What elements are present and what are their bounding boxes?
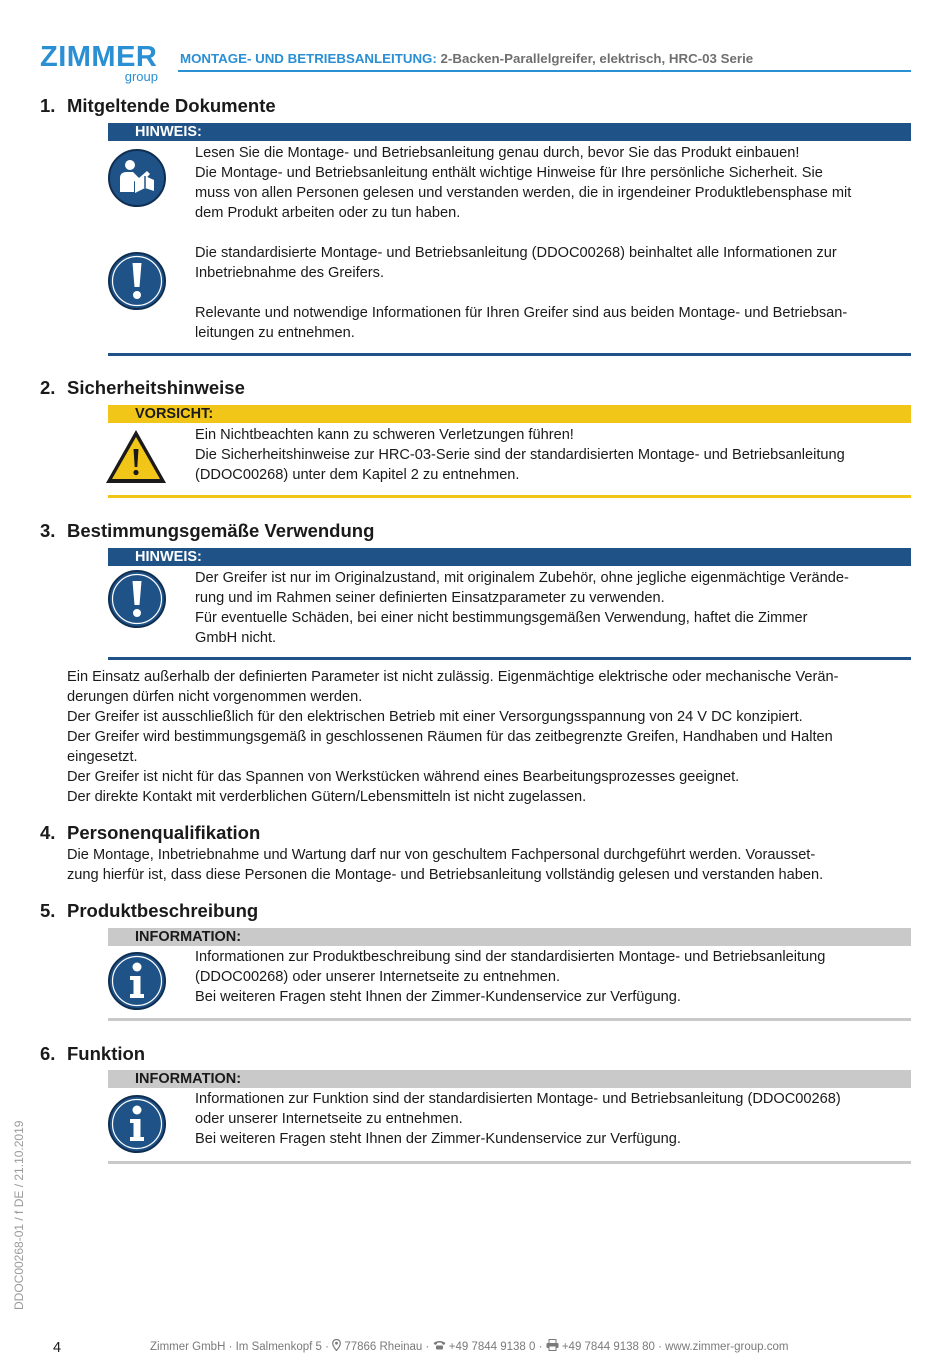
text-line: Die standardisierte Montage- und Betriebsanleitung (DDOC00268) beinhaltet alle Informationen zur: [195, 245, 837, 261]
document-title-rest: 2-Backen-Parallelgreifer, elektrisch, HRC-03 Serie: [436, 51, 754, 66]
text-line: Die Montage- und Betriebsanleitung enthält wichtige Hinweise für Ihre persönliche Sicherheit. Sie: [195, 165, 823, 181]
section-3-body: [67, 667, 912, 807]
logo-group: group: [124, 69, 158, 84]
notice-bar: HINWEIS:: [108, 123, 911, 141]
text-line: GmbH nicht.: [195, 630, 277, 646]
text-line: Bei weiteren Fragen steht Ihnen der Zimmer-Kundenservice zur Verfügung.: [195, 989, 681, 1005]
text-line: Informationen zur Funktion sind der standardisierten Montage- und Betriebsanleitung (DDOC00268): [195, 1091, 841, 1107]
document-title: [180, 50, 753, 68]
information-bottom-rule: [108, 1161, 911, 1164]
section-2-heading: [40, 377, 245, 399]
text-line: Der Greifer ist ausschließlich für den elektrischen Betrieb mit einer Versorgungsspannung von 24 V DC konzipiert.: [67, 709, 803, 725]
section-number: 2.: [40, 377, 56, 398]
info-icon: [107, 1094, 167, 1154]
section-number: 3.: [40, 520, 56, 541]
notice-bottom-rule: [108, 657, 911, 660]
footer-phone: +49 7844 9138 0 ·: [445, 1341, 546, 1353]
notice-bottom-rule: [108, 353, 911, 356]
section-number: 1.: [40, 95, 56, 116]
notice-text: [195, 143, 911, 343]
fax-icon: [546, 1339, 559, 1355]
text-line: Ein Nichtbeachten kann zu schweren Verletzungen führen!: [195, 427, 574, 443]
footer-city: 77866 Rheinau ·: [341, 1341, 433, 1353]
caution-bar: VORSICHT:: [108, 405, 911, 423]
text-line: leitungen zu entnehmen.: [195, 325, 355, 341]
footer-fax-web: +49 7844 9138 80 · www.zimmer-group.com: [558, 1341, 789, 1353]
text-line: Informationen zur Produktbeschreibung sind der standardisierten Montage- und Betriebsanleitung: [195, 949, 826, 965]
section-title: Funktion: [67, 1043, 146, 1064]
text-line: eingesetzt.: [67, 749, 138, 765]
text-line: Bei weiteren Fragen steht Ihnen der Zimmer-Kundenservice zur Verfügung.: [195, 1131, 681, 1147]
page-number: 4: [53, 1340, 62, 1356]
exclamation-icon: [107, 569, 167, 629]
text-line: Der Greifer wird bestimmungsgemäß in geschlossenen Räumen für das zeitbegrenzte Greifen, Handhaben und Halten: [67, 729, 833, 745]
warning-triangle-icon: [104, 428, 168, 486]
notice-bar: HINWEIS:: [108, 548, 911, 566]
text-line: Der Greifer ist nur im Originalzustand, mit originalem Zubehör, ohne jegliche eigenmächtige Verände-: [195, 570, 849, 586]
section-number: 6.: [40, 1043, 56, 1064]
text-line: zung hierfür ist, dass diese Personen die Montage- und Betriebsanleitung vollständig gelesen und verstanden haben.: [67, 867, 824, 883]
text-line: (DDOC00268) unter dem Kapitel 2 zu entnehmen.: [195, 467, 520, 483]
read-manual-icon: [107, 148, 167, 208]
section-number: 4.: [40, 822, 56, 843]
location-pin-icon: [332, 1339, 341, 1355]
information-text: [195, 1089, 911, 1149]
section-4-body: [67, 845, 912, 885]
footer: [150, 1339, 800, 1355]
section-title: Mitgeltende Dokumente: [67, 95, 276, 116]
section-title: Personenqualifikation: [67, 822, 261, 843]
section-title: Sicherheitshinweise: [67, 377, 245, 398]
section-number: 5.: [40, 900, 56, 921]
section-title: Produktbeschreibung: [67, 900, 259, 921]
information-bar: INFORMATION:: [108, 928, 911, 946]
caution-bottom-rule: [108, 495, 911, 498]
section-1-heading: [40, 95, 276, 117]
text-line: Lesen Sie die Montage- und Betriebsanleitung genau durch, bevor Sie das Produkt einbauen!: [195, 145, 800, 161]
document-id-vertical: DDOC00268-01 / f DE / 21.10.2019: [12, 1120, 26, 1310]
text-line: Für eventuelle Schäden, bei einer nicht bestimmungsgemäßen Verwendung, haftet die Zimmer: [195, 610, 808, 626]
logo-word: ZIMMER: [40, 41, 158, 73]
text-line: Ein Einsatz außerhalb der definierten Parameter ist nicht zulässig. Eigenmächtige elektrische oder mechanische Verän-: [67, 669, 839, 685]
blank-line: [195, 223, 911, 243]
text-line: dem Produkt arbeiten oder zu tun haben.: [195, 205, 461, 221]
text-line: derungen dürfen nicht vorgenommen werden.: [67, 689, 363, 705]
text-line: Der Greifer ist nicht für das Spannen von Werkstücken während eines Bearbeitungsprozesses geeignet.: [67, 769, 740, 785]
company-logo: [40, 40, 162, 88]
information-text: [195, 947, 911, 1007]
section-3-heading: [40, 520, 374, 542]
blank-line: [195, 283, 911, 303]
exclamation-icon: [107, 251, 167, 311]
information-bar: INFORMATION:: [108, 1070, 911, 1088]
caution-text: [195, 425, 911, 485]
header-divider: [178, 70, 911, 72]
info-icon: [107, 951, 167, 1011]
section-4-heading: [40, 822, 260, 844]
text-line: Relevante und notwendige Informationen für Ihren Greifer sind aus beiden Montage- und Betriebsan-: [195, 305, 848, 321]
notice-text: [195, 568, 911, 648]
section-6-heading: [40, 1043, 145, 1065]
text-line: Die Sicherheitshinweise zur HRC-03-Serie sind der standardisierten Montage- und Betriebsanleitung: [195, 447, 845, 463]
text-line: Inbetriebnahme des Greifers.: [195, 265, 385, 281]
section-title: Bestimmungsgemäße Verwendung: [67, 520, 375, 541]
footer-company: Zimmer GmbH · Im Salmenkopf 5 ·: [150, 1341, 333, 1353]
text-line: (DDOC00268) oder unserer Internetseite zu entnehmen.: [195, 969, 561, 985]
text-line: rung und im Rahmen seiner definierten Einsatzparameter zu verwenden.: [195, 590, 665, 606]
phone-icon: [433, 1339, 446, 1355]
information-bottom-rule: [108, 1018, 911, 1021]
text-line: oder unserer Internetseite zu entnehmen.: [195, 1111, 463, 1127]
document-title-label: MONTAGE- UND BETRIEBSANLEITUNG:: [180, 51, 437, 66]
text-line: Der direkte Kontakt mit verderblichen Gütern/Lebensmitteln ist nicht zugelassen.: [67, 789, 587, 805]
text-line: Die Montage, Inbetriebnahme und Wartung darf nur von geschultem Fachpersonal durchgeführt werden. Vorausset-: [67, 847, 816, 863]
text-line: muss von allen Personen gelesen und verstanden werden, die in irgendeiner Produktlebensphase mit: [195, 185, 852, 201]
section-5-heading: [40, 900, 258, 922]
